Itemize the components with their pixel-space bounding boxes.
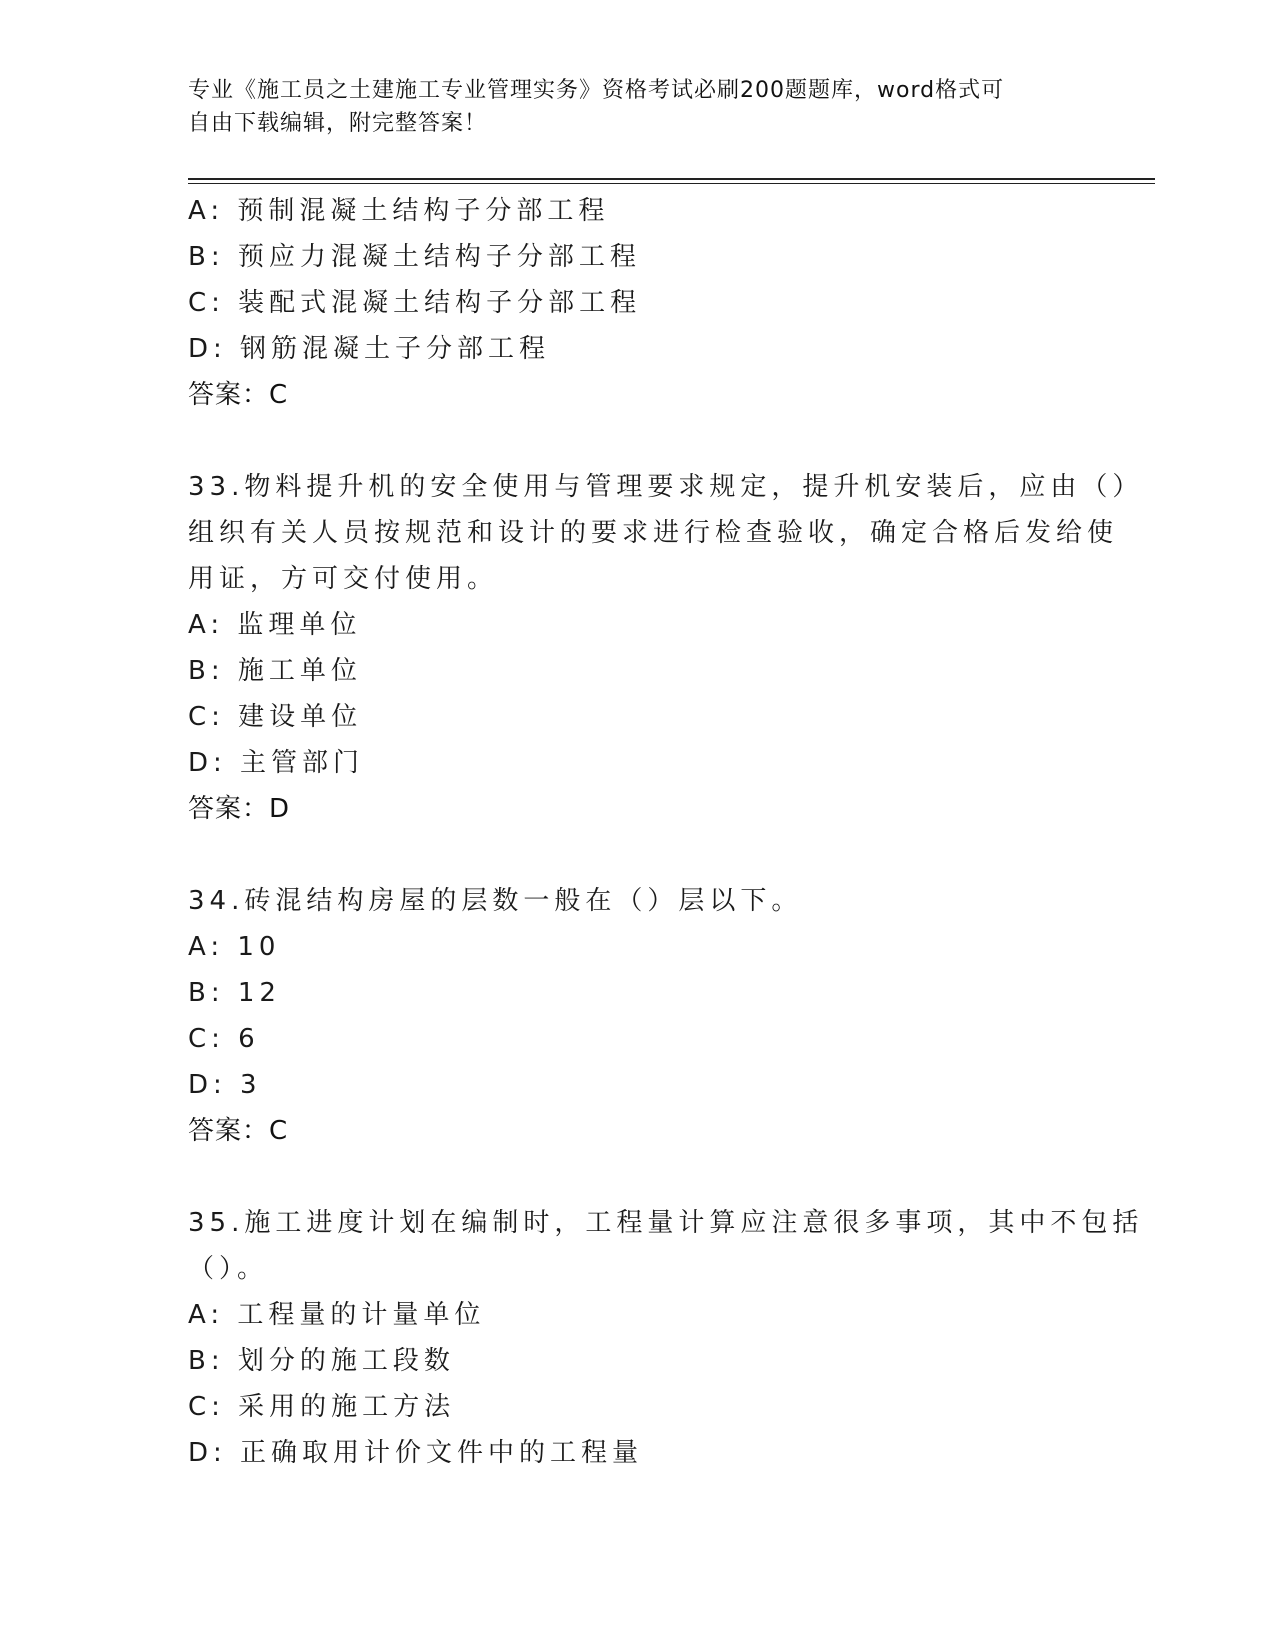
document-header [188,74,1088,140]
answer: 答案：C [188,1116,289,1146]
option-c: C: 6 [188,1024,260,1054]
header-line-2: 自由下载编辑，附完整答案！ [188,111,488,136]
option-d: D: 正确取用计价文件中的工程量 [188,1438,644,1468]
option-b: B: 施工单位 [188,656,362,686]
question-text-line: 组织有关人员按规范和设计的要求进行检查验收，确定合格后发给使 [188,518,1119,548]
option-d: D: 钢筋混凝土子分部工程 [188,334,551,364]
option-d: D: 3 [188,1070,262,1100]
option-a: A: 监理单位 [188,610,362,640]
question-text-line: 34.砖混结构房屋的层数一般在（）层以下。 [188,886,803,916]
question-32 [188,188,1088,418]
option-c: C: 采用的施工方法 [188,1392,456,1422]
option-a: A: 工程量的计量单位 [188,1300,486,1330]
option-d: D: 主管部门 [188,748,365,778]
question-34 [188,878,1088,1154]
option-b: B: 12 [188,978,281,1008]
option-b: B: 预应力混凝土结构子分部工程 [188,242,641,272]
option-a: A: 预制混凝土结构子分部工程 [188,196,610,226]
question-text-line: 35.施工进度计划在编制时，工程量计算应注意很多事项，其中不包括 [188,1208,1144,1238]
header-divider-thick [188,178,1155,180]
question-text [188,878,1088,924]
question-text-line: 33.物料提升机的安全使用与管理要求规定，提升机安装后，应由（） [188,472,1144,502]
option-c: C: 装配式混凝土结构子分部工程 [188,288,642,318]
option-c: C: 建设单位 [188,702,363,732]
option-b: B: 划分的施工段数 [188,1346,455,1376]
option-a: A: 10 [188,932,281,962]
question-text [188,464,1144,602]
answer: 答案：C [188,380,289,410]
answer: 答案：D [188,794,291,824]
question-text-line: （）。 [188,1254,269,1284]
question-33 [188,464,1144,832]
header-line-1: 专业《施工员之土建施工专业管理实务》资格考试必刷200题题库，word格式可 [188,78,1005,103]
header-divider-thin [188,183,1155,184]
document-body [188,188,1144,1476]
question-35 [188,1200,1144,1476]
question-text-line: 用证，方可交付使用。 [188,564,499,594]
question-text [188,1200,1144,1292]
